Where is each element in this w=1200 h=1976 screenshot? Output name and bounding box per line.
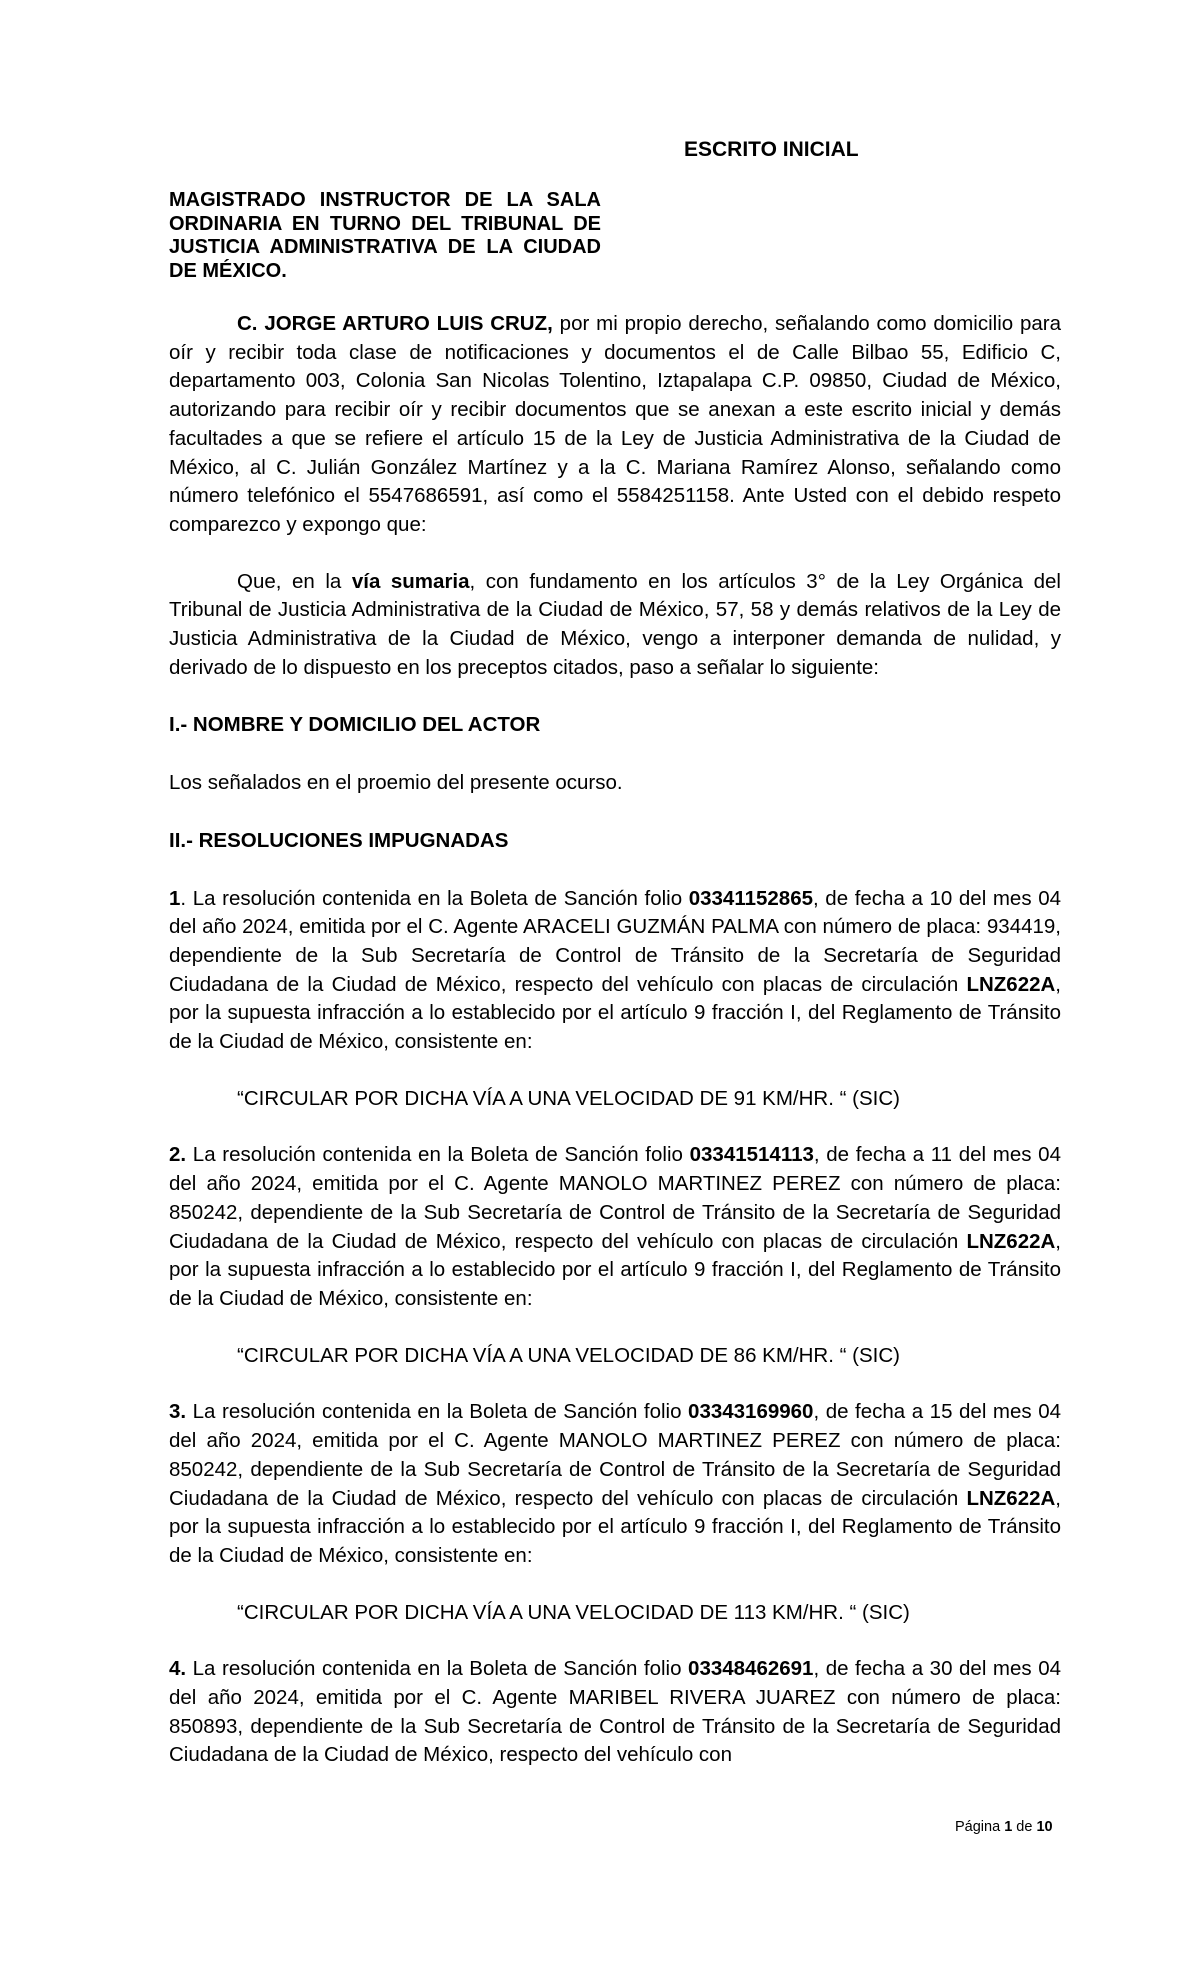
resolution-item: 1. La resolución contenida en la Boleta de Sanción folio 03341152865, de fecha a 10 del mes 04 del año 2024, emitida por el C. Agente ARACELI GUZMÁN PALMA con número de placa: 934419, dependiente de la Sub Secretaría de Control de Tránsito de la Secretaría de Seguridad Ciudadana de la Ciudad de México, respecto del vehículo con placas de circulación LNZ622A, por la supuesta infracción a lo establecido por el artículo 9 fracción I, del Reglamento de Tránsito de la Ciudad de México, consistente en:: [169, 886, 1061, 1054]
folio-number: 03341152865: [688, 886, 813, 910]
resolution-number: 2.: [169, 1143, 187, 1167]
section-heading-resoluciones: II.- RESOLUCIONES IMPUGNADAS: [169, 828, 509, 852]
document-title: ESCRITO INICIAL: [684, 138, 859, 161]
intro-paragraph: [169, 310, 1061, 540]
license-plate: LNZ622A: [966, 1229, 1056, 1253]
resolution-item: 4. La resolución contenida en la Boleta de Sanción folio 03348462691, de fecha a 30 del mes 04 del año 2024, emitida por el C. Agente MARIBEL RIVERA JUAREZ con número de placa: 850893, dependiente de la Sub Secretaría de Control de Tránsito de la Secretaría de Seguridad Ciudadana de la Ciudad de México, respecto del vehículo con: [169, 1657, 1061, 1767]
resolution-item: 3. La resolución contenida en la Boleta de Sanción folio 03343169960, de fecha a 15 del mes 04 del año 2024, emitida por el C. Agente MANOLO MARTINEZ PEREZ con número de placa: 850242, dependiente de la Sub Secretaría de Control de Tránsito de la Secretaría de Seguridad Ciudadana de la Ciudad de México, respecto del vehículo con placas de circulación LNZ622A, por la supuesta infracción a lo establecido por el artículo 9 fracción I, del Reglamento de Tránsito de la Ciudad de México, consistente en:: [169, 1400, 1061, 1567]
resolution-number: 4.: [169, 1657, 187, 1681]
folio-number: 03348462691: [688, 1657, 814, 1681]
section-heading-actor: I.- NOMBRE Y DOMICILIO DEL ACTOR: [169, 713, 541, 737]
section-actor-text: Los señalados en el proemio del presente ocurso.: [169, 771, 623, 795]
page-number: Página 1 de 10: [955, 1819, 1053, 1835]
infraction-quote: “CIRCULAR POR DICHA VÍA A UNA VELOCIDAD DE 86 KM/HR. “ (SIC): [237, 1343, 900, 1367]
resolution-number: 1: [169, 886, 181, 910]
folio-number: 03343169960: [688, 1400, 814, 1424]
resolution-number: 3.: [169, 1400, 187, 1424]
intro-text: por mi propio derecho, señalando como domicilio para oír y recibir toda clase de notificaciones y documentos el de Calle Bilbao 55, Edificio C, departamento 003, Colonia San Nicolas Tolentino, Iztapalapa C.P. 09850, Ciudad de México, autorizando para recibir oír y recibir documentos que se anexan a este escrito inicial y demás facultades a que se refiere el artículo 15 de la Ley de Justicia Administrativa de la Ciudad de México, al C. Julián González Martínez y a la C. Mariana Ramírez Alonso, señalando como número telefónico el 5547686591, así como el 5584251158. Ante Usted con el debido respeto comparezco y expongo que:: [169, 312, 1062, 536]
infraction-quote: “CIRCULAR POR DICHA VÍA A UNA VELOCIDAD DE 113 KM/HR. “ (SIC): [237, 1600, 910, 1624]
document-body: [169, 310, 1061, 1770]
via-sumaria: vía sumaria: [351, 569, 470, 593]
license-plate: LNZ622A: [966, 972, 1056, 996]
license-plate: LNZ622A: [966, 1486, 1056, 1510]
plaintiff-name: C. JORGE ARTURO LUIS CRUZ,: [237, 312, 553, 335]
folio-number: 03341514113: [689, 1143, 814, 1167]
resolution-item: 2. La resolución contenida en la Boleta de Sanción folio 03341514113, de fecha a 11 del mes 04 del año 2024, emitida por el C. Agente MANOLO MARTINEZ PEREZ con número de placa: 850242, dependiente de la Sub Secretaría de Control de Tránsito de la Secretaría de Seguridad Ciudadana de la Ciudad de México, respecto del vehículo con placas de circulación LNZ622A, por la supuesta infracción a lo establecido por el artículo 9 fracción I, del Reglamento de Tránsito de la Ciudad de México, consistente en:: [169, 1143, 1061, 1310]
statement-paragraph: Que, en la vía sumaria, con fundamento en los artículos 3° de la Ley Orgánica del Tribunal de Justicia Administrativa de la Ciudad de México, 57, 58 y demás relativos de la Ley de Justicia Administrativa de la Ciudad de México, vengo a interponer demanda de nulidad, y derivado de lo dispuesto en los preceptos citados, paso a señalar lo siguiente:: [169, 569, 1061, 679]
addressee-block: MAGISTRADO INSTRUCTOR DE LA SALA ORDINARIA EN TURNO DEL TRIBUNAL DE JUSTICIA ADMINISTRATIVA DE LA CIUDAD DE MÉXICO.: [169, 189, 601, 282]
infraction-quote: “CIRCULAR POR DICHA VÍA A UNA VELOCIDAD DE 91 KM/HR. “ (SIC): [237, 1086, 900, 1110]
